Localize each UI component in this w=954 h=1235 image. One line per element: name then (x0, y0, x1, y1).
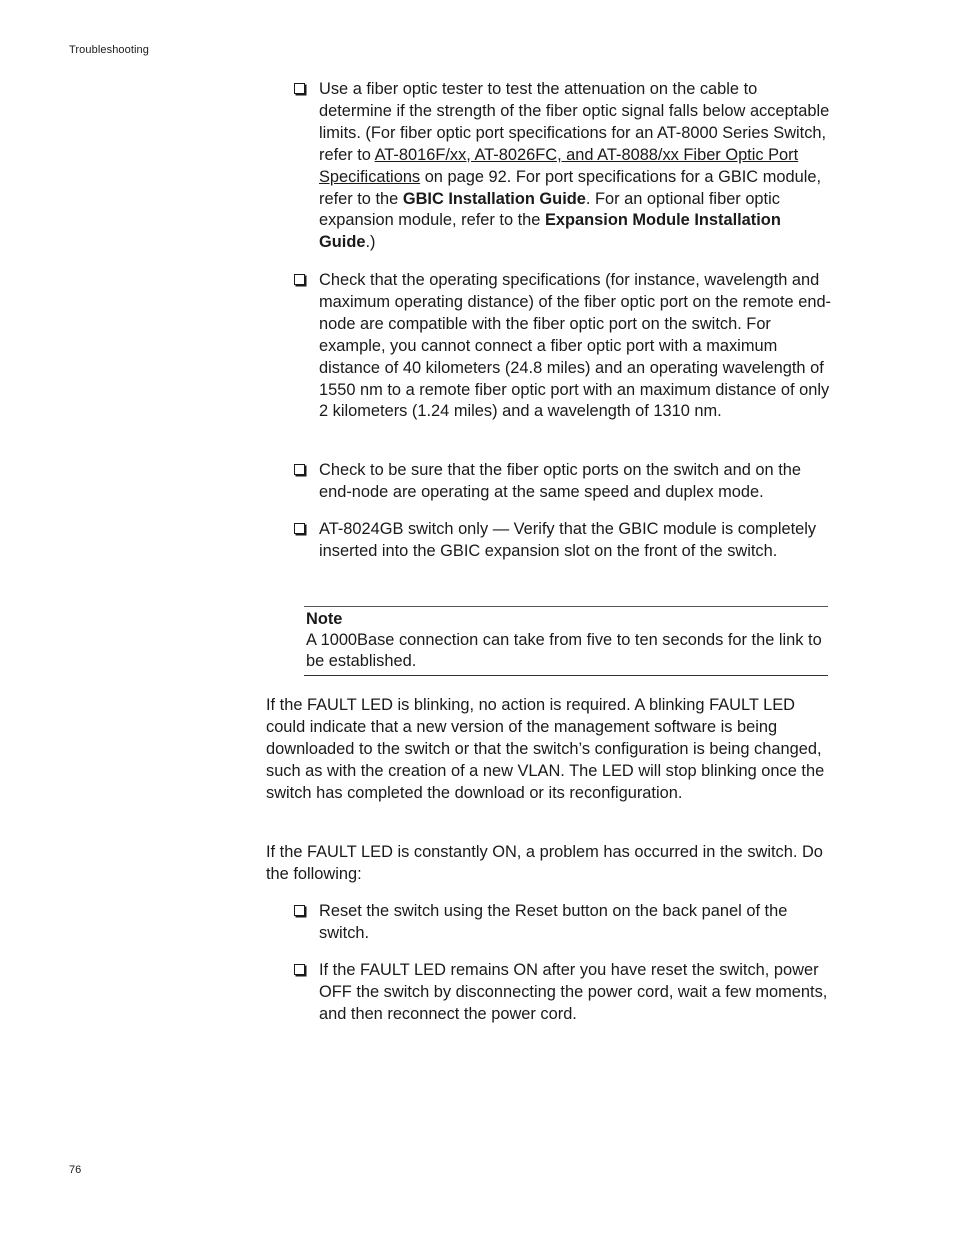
checkbox-icon (294, 523, 305, 534)
note-box (304, 606, 828, 676)
checklist-item-text: Reset the switch using the Reset button on the back panel of the switch. (319, 902, 788, 942)
checklist-item-text: Use a fiber optic tester to test the attenuation on the cable to determine if the strength of the fiber optic signal falls below acceptable limits. (For fiber optic port specifications for an AT-8000 Series Switch, refer to AT-8016F/xx, AT-8026FC, and AT-8088/xx Fiber Optic Port Specifications on page 92. For port specifications for a GBIC module, refer to the GBIC Installation Guide. For an optional fiber optic expansion module, refer to the Expansion Module Installation Guide.) (319, 80, 830, 252)
paragraph-fault-blinking: If the FAULT LED is blinking, no action is required. A blinking FAULT LED could indicate that a new version of the management software is being downloaded to the switch or that the switch’s configuration is being changed, such as with the creation of a new VLAN. The LED will stop blinking once the switch has completed the download or its reconfiguration. (266, 696, 825, 802)
checklist-item-power-cycle (294, 960, 834, 1026)
checklist-item-fiber-tester (294, 79, 834, 254)
checklist-item-text: Check to be sure that the fiber optic ports on the switch and on the end-node are operating at the same speed and duplex mode. (319, 461, 801, 501)
note-body: A 1000Base connection can take from five to ten seconds for the link to be established. (306, 631, 822, 670)
page-number: 76 (69, 1164, 82, 1176)
checkbox-icon (294, 464, 305, 475)
port-specifications-link[interactable]: AT-8016F/xx, AT-8026FC, and AT-8088/xx Fiber Optic Port Specifications (319, 145, 799, 186)
checkbox-icon (294, 964, 305, 975)
checklist-item-text: Check that the operating specifications (for instance, wavelength and maximum operating distance) of the fiber optic port on the remote end-node are compatible with the fiber optic port on the switch. For example, you cannot connect a fiber optic port with a maximum distance of 40 kilometers (24.8 miles) and an operating wavelength of 1550 nm to a remote fiber optic port with an maximum distance of only 2 kilometers (1.24 miles) and a wavelength of 1310 nm. (319, 271, 832, 421)
gbic-guide-title: GBIC Installation Guide (402, 189, 586, 208)
expansion-guide-title: Expansion Module Installation Guide (319, 211, 781, 252)
checklist-item-speed-duplex (294, 460, 834, 504)
paragraph-fault-constant: If the FAULT LED is constantly ON, a problem has occurred in the switch. Do the following: (266, 843, 823, 883)
checklist-item-gbic-inserted (294, 519, 834, 563)
checkbox-icon (294, 905, 305, 916)
checklist-item-text: If the FAULT LED remains ON after you have reset the switch, power OFF the switch by disconnecting the power cord, wait a few moments, and then reconnect the power cord. (319, 961, 828, 1023)
checklist-item-text: AT-8024GB switch only — Verify that the GBIC module is completely inserted into the GBIC expansion slot on the front of the switch. (319, 520, 817, 560)
note-title: Note (306, 610, 343, 628)
checkbox-icon (294, 274, 305, 285)
checklist-item-operating-specs (294, 270, 834, 423)
checklist-item-reset-switch (294, 901, 834, 945)
running-head: Troubleshooting (69, 44, 149, 56)
checkbox-icon (294, 83, 305, 94)
